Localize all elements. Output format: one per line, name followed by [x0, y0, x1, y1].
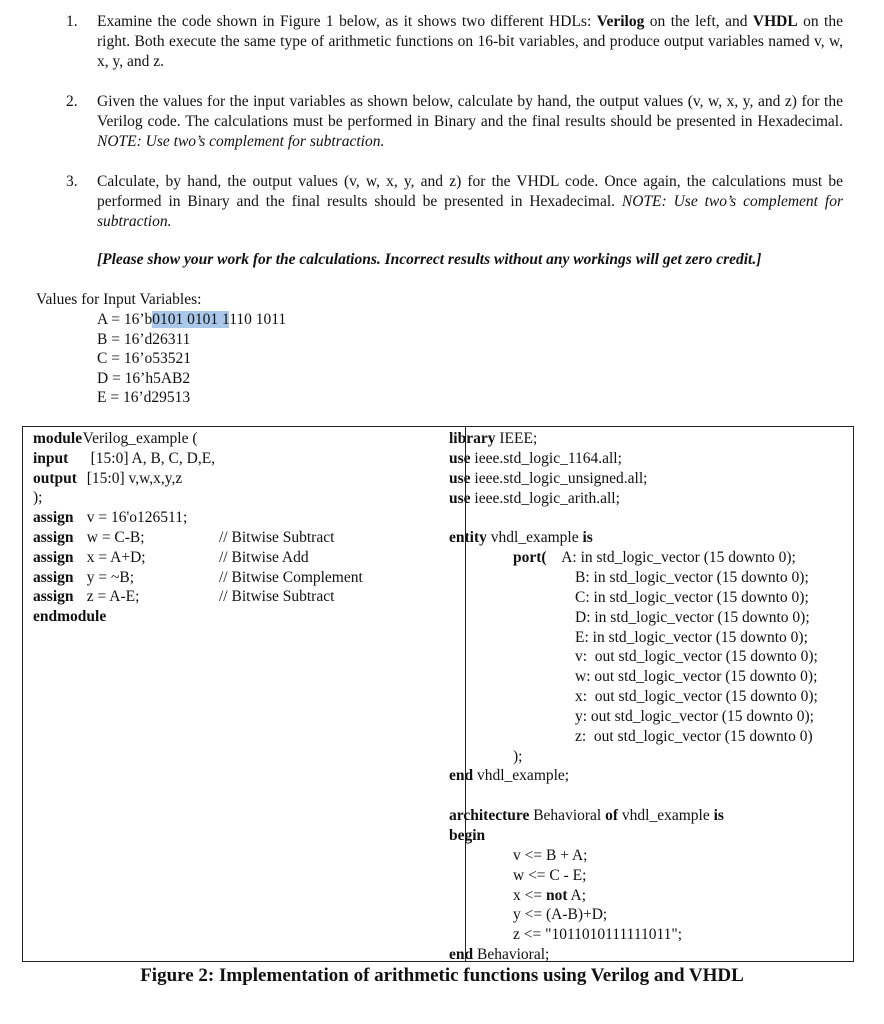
code-keyword: architecture [449, 807, 530, 825]
code-text: Behavioral; [473, 946, 550, 964]
instruction-text-part: on the left, and [644, 13, 753, 30]
vhdl-line [575, 647, 818, 667]
code-text: [15:0] A, B, C, D,E, [79, 449, 216, 467]
code-text: C: in std_logic_vector (15 downto 0); [575, 588, 809, 606]
value-c: C = 16’o53521 [97, 350, 191, 368]
code-keyword: is [582, 529, 593, 547]
instruction-text-part: on the right. Both execute the same type of arithmetic functions on 16-bit variables, and produce output variables named v, w, x, y, and z. [97, 13, 843, 70]
code-text: vhdl_example; [473, 767, 570, 785]
vhdl-line [513, 846, 587, 866]
code-text: Behavioral [529, 807, 606, 825]
value-d: D = 16’h5AB2 [97, 369, 191, 387]
code-keyword: library [449, 430, 496, 447]
instruction-text-part: NOTE: Use two’s complement for subtraction. [97, 193, 843, 230]
code-comment: // Bitwise Complement [219, 568, 363, 586]
vhdl-line [449, 469, 647, 489]
code-text: B: in std_logic_vector (15 downto 0); [575, 568, 809, 586]
code-keyword: is [713, 807, 724, 825]
code-text: Verilog_example ( [79, 430, 198, 447]
code-keyword: not [545, 886, 568, 904]
values-title: Values for Input Variables: [36, 291, 202, 308]
code-keyword: end [449, 946, 474, 964]
vhdl-line [449, 945, 549, 965]
instruction-number: 1. [66, 13, 78, 30]
vhdl-line [575, 687, 818, 707]
code-keyword: port( [513, 549, 547, 567]
vhdl-line [449, 806, 724, 826]
code-text: y: out std_logic_vector (15 downto 0); [575, 707, 814, 725]
work-note: [Please show your work for the calculations. Incorrect results without any workings will get zero credit.] [97, 251, 762, 268]
instruction-number: 3. [66, 173, 78, 190]
vhdl-line [575, 727, 813, 747]
value-a [97, 310, 286, 330]
vhdl-line [575, 608, 810, 628]
code-keyword: entity [449, 529, 487, 547]
code-keyword: use [449, 469, 471, 487]
code-text: A: in std_logic_vector (15 downto 0); [546, 549, 796, 567]
code-text: A; [567, 886, 587, 904]
code-text: IEEE; [495, 430, 538, 447]
vhdl-line [449, 826, 485, 846]
instruction-text-part: VHDL [752, 13, 798, 30]
vhdl-line [575, 588, 809, 608]
code-keyword: assign [33, 548, 74, 566]
code-text: y <= (A-B)+D; [513, 906, 608, 924]
code-text: v = 16'o126511; [79, 509, 188, 527]
instruction-text [97, 92, 843, 152]
vhdl-line [449, 766, 569, 786]
code-keyword: of [605, 807, 619, 825]
code-text: y = ~B; [79, 568, 135, 586]
code-text: vhdl_example [486, 529, 583, 547]
code-text: v: out std_logic_vector (15 downto 0); [575, 648, 818, 666]
vhdl-line [575, 628, 808, 648]
code-text: z = A-E; [79, 588, 140, 606]
code-text: D: in std_logic_vector (15 downto 0); [575, 608, 810, 626]
code-comment: // Bitwise Subtract [219, 588, 335, 606]
text-selection-highlight: 0101 0101 1 [152, 311, 230, 328]
value-a-suffix: 110 1011 [229, 311, 287, 328]
vhdl-line [513, 866, 586, 886]
code-keyword: assign [33, 529, 74, 546]
code-keyword: module [33, 430, 83, 447]
instruction-text-part: Given the values for the input variables as shown below, calculate by hand, the output values (v, w, x, y, and z) for the Verilog code. The calculations must be performed in Binary and the final results should be presented in Hexadecimal. [97, 93, 843, 130]
code-comment: // Bitwise Subtract [219, 529, 335, 546]
code-keyword: end [449, 767, 474, 785]
vhdl-line [575, 568, 809, 588]
vhdl-line [449, 429, 537, 449]
code-text: ); [513, 747, 523, 765]
vhdl-line [513, 747, 522, 767]
vhdl-line [449, 489, 620, 509]
code-text: v <= B + A; [513, 846, 588, 864]
vhdl-line [513, 886, 586, 906]
vhdl-line [513, 905, 607, 925]
code-text: [15:0] v,w,x,y,z [79, 469, 183, 487]
code-text: ); [33, 489, 43, 507]
code-text: ieee.std_logic_unsigned.all; [470, 469, 648, 487]
code-figure-table [22, 426, 854, 962]
instruction-text [97, 172, 843, 232]
code-text: E: in std_logic_vector (15 downto 0); [575, 628, 808, 646]
code-keyword: use [449, 489, 471, 507]
value-a-prefix: A = 16’b [97, 311, 153, 328]
code-text: z <= "1011010111111011"; [513, 926, 683, 944]
instruction-text-part: Calculate, by hand, the output values (v, w, x, y, and z) for the VHDL code. Once again, the calculations must be performed in Binary and the final results should be presented in Hexadecimal. [97, 173, 843, 210]
value-e: E = 16’d29513 [97, 389, 191, 407]
value-b: B = 16’d26311 [97, 330, 191, 348]
input-values [97, 310, 286, 408]
instruction-text-part: Examine the code shown in Figure 1 below, as it shows two different HDLs: [97, 13, 597, 30]
code-text: w <= C - E; [513, 866, 587, 884]
vhdl-line [449, 449, 622, 469]
code-text: z: out std_logic_vector (15 downto 0) [575, 727, 813, 745]
code-keyword: begin [449, 827, 486, 844]
instruction-text-part: Verilog [596, 13, 645, 30]
instruction-number: 2. [66, 93, 78, 110]
code-keyword: assign [33, 568, 74, 586]
code-keyword: output [33, 469, 77, 487]
code-keyword: input [33, 449, 69, 467]
code-comment: // Bitwise Add [219, 548, 309, 566]
code-keyword: assign [33, 509, 74, 527]
figure-caption: Figure 2: Implementation of arithmetic functions using Verilog and VHDL [140, 965, 744, 986]
vhdl-line [575, 707, 814, 727]
code-keyword: use [449, 449, 471, 467]
instruction-text-part: NOTE: Use two’s complement for subtraction. [97, 133, 385, 150]
code-text: w: out std_logic_vector (15 downto 0); [575, 668, 818, 686]
code-text: w = C-B; [79, 529, 145, 546]
code-text: x: out std_logic_vector (15 downto 0); [575, 688, 818, 706]
code-keyword: assign [33, 588, 74, 606]
vhdl-line [575, 667, 817, 687]
vhdl-line [513, 925, 682, 945]
code-text: ieee.std_logic_1164.all; [470, 449, 622, 467]
code-text: vhdl_example [618, 807, 714, 825]
code-text: x = A+D; [79, 548, 146, 566]
vhdl-line [449, 528, 593, 548]
code-text: ieee.std_logic_arith.all; [470, 489, 620, 507]
code-keyword: endmodule [33, 608, 107, 626]
instruction-text [97, 12, 843, 72]
code-text: x <= [513, 886, 546, 904]
vhdl-line [513, 548, 796, 568]
